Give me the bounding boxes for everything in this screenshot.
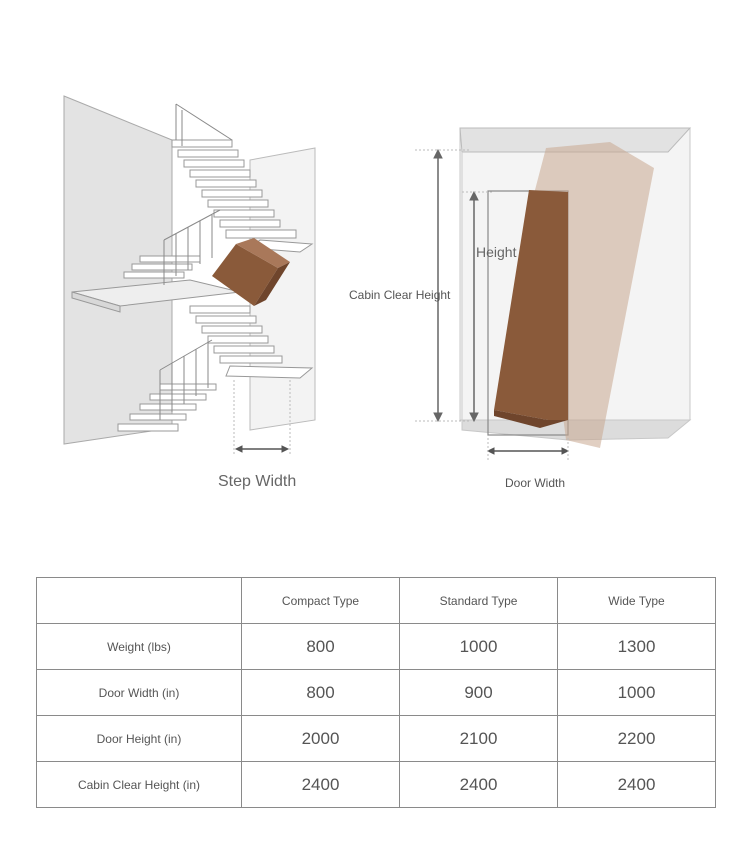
step-width-label: Step Width	[218, 473, 297, 490]
table-cell: 2100	[400, 716, 558, 762]
column-header-wide: Wide Type	[558, 578, 716, 624]
table-cell: 2400	[400, 762, 558, 808]
table-row	[37, 624, 716, 670]
column-header-standard: Standard Type	[400, 578, 558, 624]
table-cell: 800	[242, 624, 400, 670]
height-label: Height	[476, 244, 517, 260]
table-cell: 2000	[242, 716, 400, 762]
step-width-arrow	[236, 446, 288, 452]
cabin-illustration	[460, 128, 690, 448]
column-header-compact: Compact Type	[242, 578, 400, 624]
row-label-door-width: Door Width (in)	[37, 670, 242, 716]
row-label-cabin-clear-height: Cabin Clear Height (in)	[37, 762, 242, 808]
cabin-clear-height-label: Cabin Clear Height	[349, 288, 451, 302]
table-cell: 800	[242, 670, 400, 716]
table-row	[37, 716, 716, 762]
table-cell: 2200	[558, 716, 716, 762]
row-label-weight: Weight (lbs)	[37, 624, 242, 670]
spec-table	[36, 577, 716, 808]
table-row	[37, 762, 716, 808]
table-header-row	[37, 578, 716, 624]
door-width-label: Door Width	[505, 476, 566, 490]
table-cell: 1000	[400, 624, 558, 670]
door-width-arrow	[488, 438, 568, 460]
table-cell: 2400	[242, 762, 400, 808]
table-cell: 900	[400, 670, 558, 716]
table-corner-cell	[37, 578, 242, 624]
table-row	[37, 670, 716, 716]
row-label-door-height: Door Height (in)	[37, 716, 242, 762]
table-cell: 1000	[558, 670, 716, 716]
table-cell: 1300	[558, 624, 716, 670]
table-cell: 2400	[558, 762, 716, 808]
